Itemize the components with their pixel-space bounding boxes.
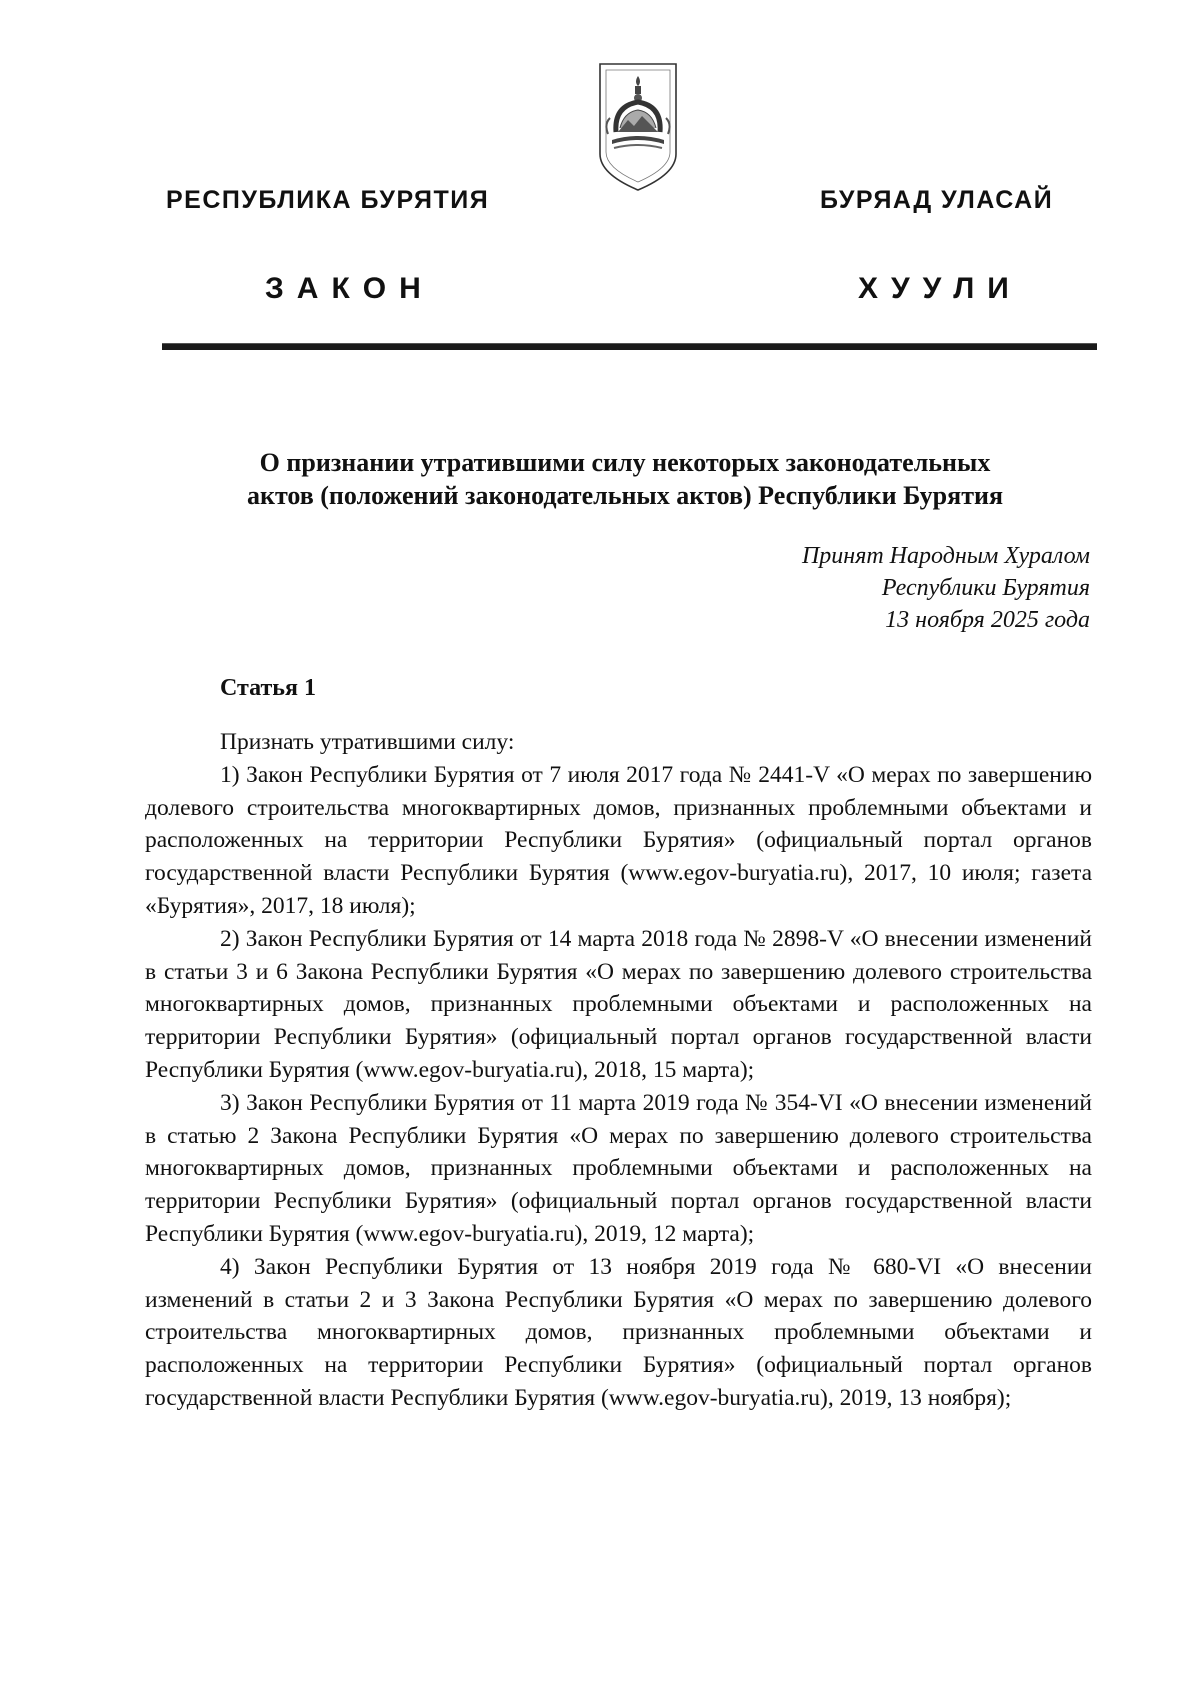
republic-name-russian: РЕСПУБЛИКА БУРЯТИЯ (166, 186, 490, 214)
law-title (140, 446, 1110, 512)
law-label-buryat: ХУУЛИ (858, 272, 1022, 305)
header-divider (162, 343, 1097, 350)
article-intro: Признать утратившими силу: (220, 729, 515, 755)
law-label-russian: ЗАКОН (265, 272, 434, 305)
law-title-line: актов (положений законодательных актов) Республики Бурятия (246, 481, 1004, 510)
article-item: 2) Закон Республики Бурятия от 14 марта 2018 года № 2898-V «О внесении изменений в статьи 3 и 6 Закона Республики Бурятия «О мерах по завершению долевого строительства многоквартирных домов, признанных проблемными объектами и расположенных на территории Республики Бурятия» (официальный портал органов государственной власти Республики Бурятия (www.egov-buryatia.ru), 2018, 15 марта); (145, 925, 1092, 1083)
article-item: 4) Закон Республики Бурятия от 13 ноября 2019 года № 680-VI «О внесении изменений в статьи 2 и 3 Закона Республики Бурятия «О мерах по завершению долевого строительства многоквартирных домов, признанных проблемными объектами и расположенных на территории Республики Бурятия» (официальный портал органов государственной власти Республики Бурятия (www.egov-buryatia.ru), 2019, 13 ноября); (145, 1253, 1092, 1411)
article-item: 3) Закон Республики Бурятия от 11 марта 2019 года № 354-VI «О внесении изменений в статью 2 Закона Республики Бурятия «О мерах по завершению долевого строительства многоквартирных домов, признанных проблемными объектами и расположенных на территории Республики Бурятия» (официальный портал органов государственной власти Республики Бурятия (www.egov-buryatia.ru), 2019, 12 марта); (145, 1089, 1092, 1247)
republic-name-buryat: БУРЯАД УЛАСАЙ (820, 186, 1054, 214)
coat-of-arms-icon (598, 62, 678, 192)
adoption-note-line: Республики Бурятия (881, 575, 1090, 601)
law-title-line: О признании утратившими силу некоторых законодательных (259, 448, 991, 477)
adoption-note (802, 540, 1090, 636)
article-item: 1) Закон Республики Бурятия от 7 июля 2017 года № 2441-V «О мерах по завершению долевого строительства многоквартирных домов, признанных проблемными объектами и расположенных на территории Республики Бурятия» (официальный портал органов государственной власти Республики Бурятия (www.egov-buryatia.ru), 2017, 10 июля; газета «Бурятия», 2017, 18 июля); (145, 761, 1092, 919)
adoption-note-line: Принят Народным Хуралом (801, 543, 1090, 569)
article-body (145, 726, 1092, 1415)
adoption-date: 13 ноября 2025 года (885, 607, 1090, 633)
article-heading: Статья 1 (220, 675, 316, 701)
